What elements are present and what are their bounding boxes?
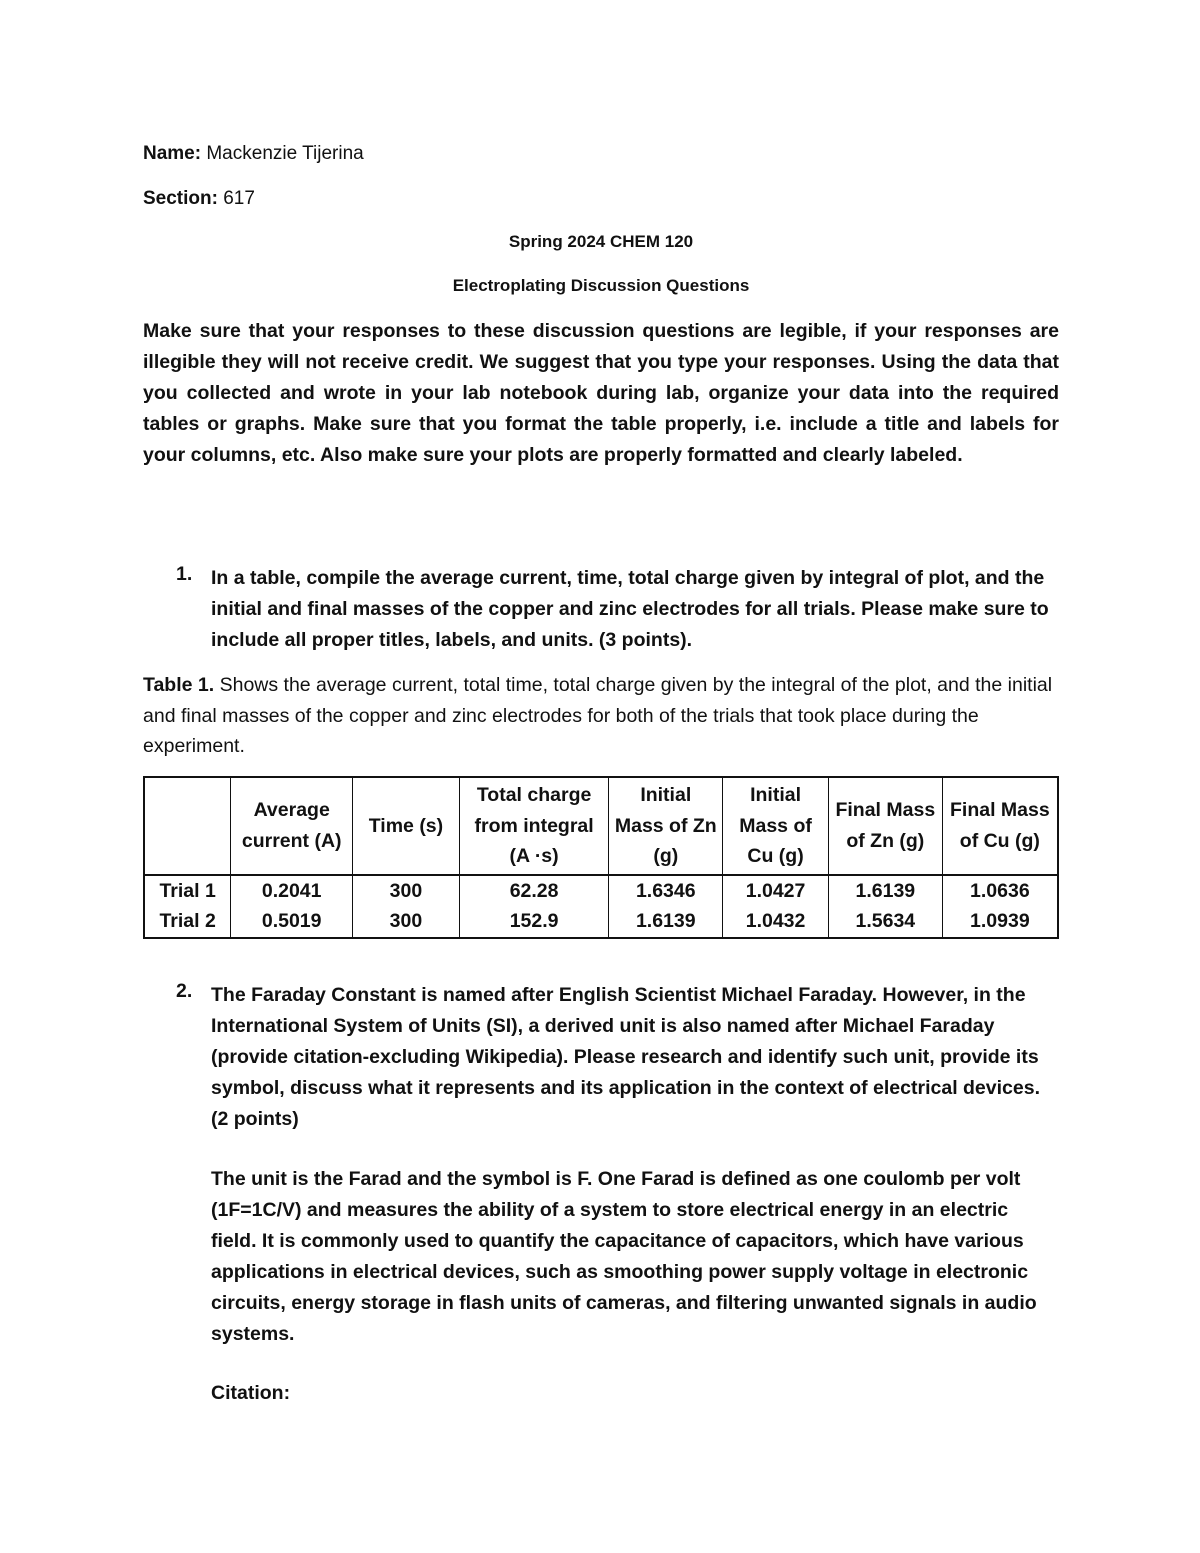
table-cell: 1.6346 <box>609 875 723 907</box>
section-label: Section: <box>143 188 218 209</box>
section-number: 617 <box>223 188 255 209</box>
header-cell: Initial Mass of Cu (g) <box>723 777 829 875</box>
section-line <box>143 188 255 210</box>
header-cell: Final Mass of Cu (g) <box>942 777 1058 875</box>
table-cell: 300 <box>353 906 460 938</box>
header-cell: Final Mass of Zn (g) <box>828 777 942 875</box>
header-cell: Initial Mass of Zn (g) <box>609 777 723 875</box>
table-row <box>144 875 1058 907</box>
instructions-paragraph: Make sure that your responses to these discussion questions are legible, if your responses are illegible they will not receive credit. We suggest that you type your responses. Using the data that you collected and wrote in your lab notebook during lab, organize your data into the required tables or graphs. Make sure that you format the table properly, i.e. include a title and labels for your columns, etc. Also make sure your plots are properly formatted and clearly labeled. <box>143 320 1059 466</box>
table-cell: 152.9 <box>459 906 609 938</box>
table-cell: 1.0636 <box>942 875 1058 907</box>
name-line <box>143 143 364 165</box>
table-cell: 62.28 <box>459 875 609 907</box>
student-name: Mackenzie Tijerina <box>206 143 364 164</box>
question-1-number: 1. <box>176 563 193 585</box>
question-2-text: The Faraday Constant is named after English Scientist Michael Faraday. However, in the International System of Units (SI), a derived unit is also named after Michael Faraday (provide citation-excluding Wikipedia). Please research and identify such unit, provide its symbol, discuss what it represents and its application in the context of electrical devices. (2 points) <box>211 984 1040 1130</box>
table-cell: 1.0432 <box>723 906 829 938</box>
question-1-text: In a table, compile the average current, time, total charge given by integral of plot, and the initial and final masses of the copper and zinc electrodes for all trials. Please make sure to include all proper titles, labels, and units. (3 points). <box>211 567 1049 651</box>
table-cell: 1.5634 <box>828 906 942 938</box>
table-caption-label: Table 1. <box>143 674 215 696</box>
header-cell: Total charge from integral (A ·s) <box>459 777 609 875</box>
table-caption <box>143 670 1059 762</box>
table-cell: Trial 1 <box>144 875 231 907</box>
course-title: Spring 2024 CHEM 120 <box>508 232 694 251</box>
name-label: Name: <box>143 143 202 164</box>
data-table <box>143 776 1059 939</box>
table-cell: 1.6139 <box>828 875 942 907</box>
table-cell: 1.0427 <box>723 875 829 907</box>
page-title: Electroplating Discussion Questions <box>452 276 750 295</box>
question-2-answer: The unit is the Farad and the symbol is F. One Farad is defined as one coulomb per volt (1F=1C/V) and measures the ability of a system to store electrical energy in an electric field. It is commonly used to quantify the capacitance of capacitors, which have various applications in electrical devices, such as smoothing power supply voltage in electronic circuits, energy storage in flash units of cameras, and filtering unwanted signals in audio systems. <box>211 1168 1037 1345</box>
question-2-number: 2. <box>176 980 193 1002</box>
table-row <box>144 906 1058 938</box>
table-cell: 300 <box>353 875 460 907</box>
table-cell: 1.6139 <box>609 906 723 938</box>
header-cell: Average current (A) <box>231 777 353 875</box>
table-cell: 0.5019 <box>231 906 353 938</box>
table-header-row <box>144 777 1058 875</box>
citation-label: Citation: <box>211 1382 291 1404</box>
header-cell: Time (s) <box>353 777 460 875</box>
table-cell: 1.0939 <box>942 906 1058 938</box>
header-cell <box>144 777 231 875</box>
table-cell: 0.2041 <box>231 875 353 907</box>
table-cell: Trial 2 <box>144 906 231 938</box>
table-caption-text: Shows the average current, total time, total charge given by the integral of the plot, and the initial and final masses of the copper and zinc electrodes for both of the trials that took place during the experiment. <box>143 674 1053 757</box>
